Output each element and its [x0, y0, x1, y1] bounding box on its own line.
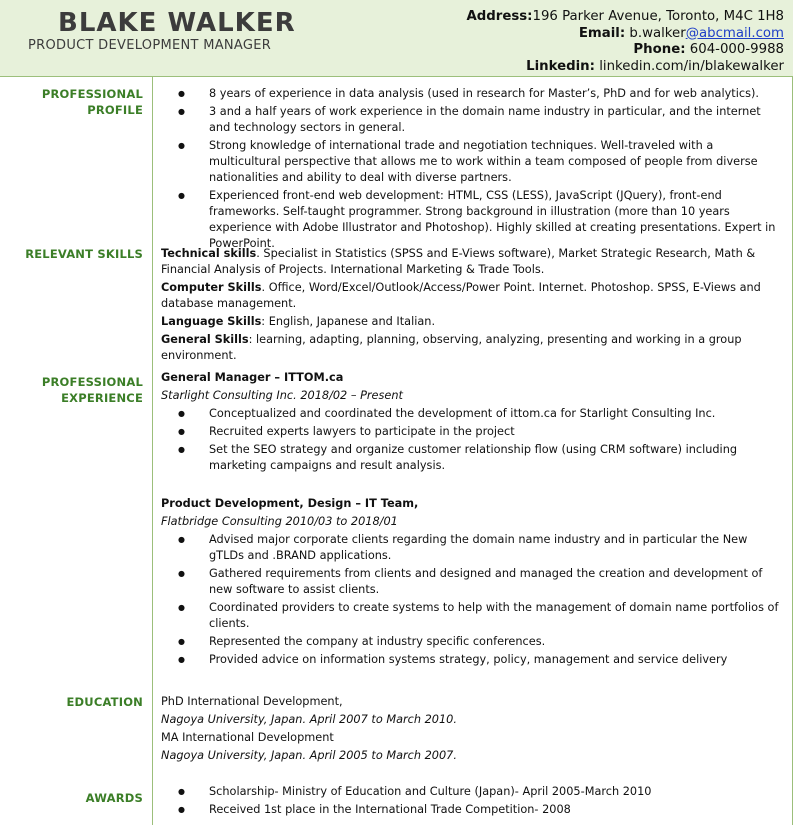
awards-list [161, 784, 785, 818]
column-divider [152, 77, 153, 825]
computer-skills-label: Computer Skills [161, 281, 262, 294]
school: Nagoya University, Japan. April 2007 to March 2010. [161, 713, 457, 726]
general-skills-label: General Skills [161, 333, 249, 346]
section-label-skills: RELEVANT SKILLS [25, 247, 143, 261]
school: Nagoya University, Japan. April 2005 to March 2007. [161, 749, 457, 762]
linkedin-line [466, 59, 784, 76]
profile-list [161, 86, 785, 252]
degree: MA International Development [161, 731, 334, 744]
resume-header [0, 0, 793, 77]
linkedin-value: linkedin.com/in/blakewalker [599, 58, 784, 74]
language-skills-label: Language Skills [161, 315, 262, 328]
phone-value: 604-000-9988 [689, 42, 784, 57]
general-skills [161, 332, 785, 364]
technical-skills [161, 246, 785, 278]
linkedin-label: Linkedin: [526, 58, 595, 74]
degree: PhD International Development, [161, 695, 343, 708]
list-item: ● 8 years of experience in data analysis (used in research for Master’s, PhD and for web analytics). [161, 86, 785, 102]
list-item: ● Advised major corporate clients regarding the domain name industry and in particular the New gTLDs and .BRAND applications. [161, 532, 785, 564]
candidate-name: BLAKE WALKER [58, 8, 296, 38]
section-label-profile: PROFESSIONAL PROFILE [41, 87, 143, 117]
section-label-education: EDUCATION [66, 695, 143, 709]
email-link[interactable]: @abcmail.com [685, 25, 784, 41]
candidate-title: PRODUCT DEVELOPMENT MANAGER [28, 38, 272, 53]
experience-label-line1: PROFESSIONAL [41, 375, 143, 389]
general-skills-text: : learning, adapting, planning, observing, analyzing, presenting and working in a group environment. [161, 333, 742, 362]
address-label: Address: [466, 9, 533, 24]
list-item: ● Recruited experts lawyers to participate in the project [161, 424, 785, 440]
job-duties [161, 406, 785, 474]
list-item: ● Represented the company at industry specific conferences. [161, 634, 785, 650]
job-company: Starlight Consulting Inc. 2018/02 – Present [161, 389, 403, 402]
list-item: ● Gathered requirements from clients and designed and managed the creation and development of new software to assist clients. [161, 566, 785, 598]
contact-block [466, 9, 784, 75]
phone-label: Phone: [633, 42, 686, 57]
job-duties [161, 532, 785, 668]
experience-section-2 [161, 496, 785, 670]
technical-skills-text: . Specialist in Statistics (SPSS and E-Views software), Market Strategic Research, Math & Financial Analysis of Projects. International Marketing & Trade Tools. [161, 247, 756, 276]
language-skills [161, 314, 785, 330]
section-label-experience [42, 374, 143, 406]
experience-section [161, 370, 785, 476]
list-item: ● Experienced front-end web development: HTML, CSS (LESS), JavaScript (JQuery), front-end frameworks. Self-taught programmer. Strong background in illustration (more than 10 years experience with Adobe Illustrator and Photoshop). Highly skilled at creating presentations. Expert in PowerPoint. [161, 188, 785, 252]
awards-section [161, 784, 785, 820]
job-title: Product Development, Design – IT Team, [161, 497, 419, 510]
section-label-awards: AWARDS [85, 791, 143, 805]
list-item: ● Provided advice on information systems strategy, policy, management and service delivery [161, 652, 785, 668]
email-label: Email: [578, 25, 626, 41]
education-section [161, 694, 785, 766]
address-line [466, 9, 784, 26]
skills-section [161, 246, 785, 366]
list-item: ● Received 1st place in the International Trade Competition- 2008 [161, 802, 785, 818]
list-item: ● Conceptualized and coordinated the development of ittom.ca for Starlight Consulting Inc. [161, 406, 785, 422]
list-item: ● Set the SEO strategy and organize customer relationship flow (using CRM software) including marketing campaigns and result analysis. [161, 442, 785, 474]
email-line [466, 26, 784, 43]
list-item: ● Coordinated providers to create systems to help with the management of domain name portfolios of clients. [161, 600, 785, 632]
phone-line [466, 42, 784, 59]
list-item: ● Strong knowledge of international trade and negotiation techniques. Well-traveled with a multicultural perspective that allows me to work within a team composed of people from diverse nationalities and ability to deal with diverse partners. [161, 138, 785, 186]
list-item: ● Scholarship- Ministry of Education and Culture (Japan)- April 2005-March 2010 [161, 784, 785, 800]
email-user: b.walker [629, 25, 686, 41]
profile-section [161, 86, 785, 254]
job-company: Flatbridge Consulting 2010/03 to 2018/01 [161, 515, 398, 528]
computer-skills-text: . Office, Word/Excel/Outlook/Access/Power Point. Internet. Photoshop. SPSS, E-Views and database management. [161, 281, 761, 310]
technical-skills-label: Technical skills [161, 247, 257, 260]
language-skills-text: : English, Japanese and Italian. [261, 315, 436, 328]
computer-skills [161, 280, 785, 312]
job-title: General Manager – ITTOM.ca [161, 371, 344, 384]
list-item: ● 3 and a half years of work experience in the domain name industry in particular, and the internet and technology sectors in general. [161, 104, 785, 136]
experience-label-line2: EXPERIENCE [61, 391, 143, 405]
address-value: 196 Parker Avenue, Toronto, M4C 1H8 [532, 9, 784, 24]
